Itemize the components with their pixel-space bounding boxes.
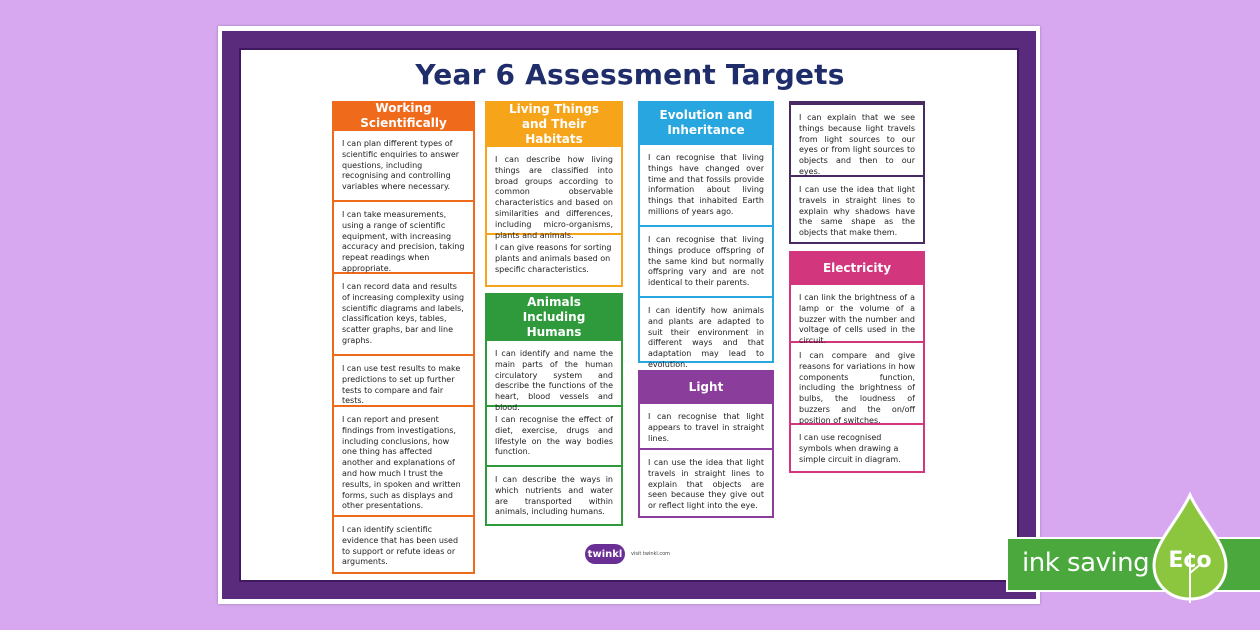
target-item: I can plan different types of scientific enquiries to answer questions, including recognising and controlling variables where necessary. xyxy=(334,129,473,200)
card-header: Living Things and Their Habitats xyxy=(487,103,621,145)
card-electricity xyxy=(789,251,925,473)
card-working-scientifically xyxy=(332,101,475,574)
target-item: I can recognise that living things produce offspring of the same kind but normally offspring vary and are not identical to their parents. xyxy=(640,225,772,296)
target-item: I can describe the ways in which nutrients and water are transported within animals, including humans. xyxy=(487,465,621,524)
target-item: I can use the idea that light travels in straight lines to explain that objects are seen because they give out or reflect light into the eye. xyxy=(640,448,772,516)
card-living-things xyxy=(485,101,623,287)
target-item: I can take measurements, using a range of scientific equipment, with increasing accuracy and precision, taking repeat readings when appropriate. xyxy=(334,200,473,272)
target-item: I can compare and give reasons for variations in how components function, including the brightness of bulbs, the loudness of buzzers and the on/off position of switches. xyxy=(791,341,923,423)
twinkl-logo[interactable]: twinkl xyxy=(585,544,625,564)
card-header: Animals Including Humans xyxy=(487,295,621,339)
card-light xyxy=(638,370,774,518)
twinkl-url[interactable]: visit twinkl.com xyxy=(631,551,671,557)
ink-saving-label: ink saving xyxy=(1022,548,1150,578)
target-item: I can identify how animals and plants are adapted to suit their environment in different ways and that adaptation may lead to evolution. xyxy=(640,296,772,361)
target-item: I can describe how living things are classified into broad groups according to common observable characteristics and based on similarities and differences, including micro-organisms, plants and animals. xyxy=(487,145,621,233)
target-item: I can give reasons for sorting plants and animals based on specific characteristics. xyxy=(487,233,621,285)
target-item: I can use the idea that light travels in straight lines to explain why shadows have the same shape as the objects that make them. xyxy=(791,175,923,242)
card-header: Evolution and Inheritance xyxy=(640,103,772,143)
target-item: I can explain that we see things because light travels from light sources to our eyes or from light sources to objects and then to our eyes. xyxy=(799,113,915,176)
card-header: Working Scientifically xyxy=(334,103,473,129)
target-item: I can link the brightness of a lamp or the volume of a buzzer with the number and voltage of cells used in the circuit. xyxy=(791,283,923,341)
card-animals-humans xyxy=(485,293,623,526)
card-header: Electricity xyxy=(791,253,923,283)
target-item: I can identify scientific evidence that has been used to support or refute ideas or arguments. xyxy=(334,515,473,572)
target-item: I can identify and name the main parts of the human circulatory system and describe the functions of the heart, blood vessels and blood. xyxy=(487,339,621,405)
target-item: I can recognise the effect of diet, exercise, drugs and lifestyle on the way bodies function. xyxy=(487,405,621,465)
card-evolution xyxy=(638,101,774,369)
target-item: I can recognise that light appears to travel in straight lines. xyxy=(640,402,772,448)
target-item: I can use recognised symbols when drawing a simple circuit in diagram. xyxy=(791,423,923,469)
target-item: I can report and present findings from investigations, including conclusions, how one thing has affected another and explanations of and how much I trust the results, in spoken and written forms, such as displays and other presentations. xyxy=(334,405,473,515)
target-item: I can recognise that living things have changed over time and that fossils provide information about living things that inhabited Earth millions of years ago. xyxy=(640,143,772,225)
card-header: Light xyxy=(640,372,772,402)
card-light-continued xyxy=(789,101,925,244)
eco-label: Eco xyxy=(1168,548,1212,573)
target-item: I can record data and results of increasing complexity using scientific diagrams and labels, classification keys, tables, scatter graphs, bar and line graphs. xyxy=(334,272,473,354)
target-item: I can use test results to make predictions to set up further tests to compare and fair tests. xyxy=(334,354,473,405)
twinkl-footer xyxy=(585,544,670,564)
page-title: Year 6 Assessment Targets xyxy=(415,58,845,91)
